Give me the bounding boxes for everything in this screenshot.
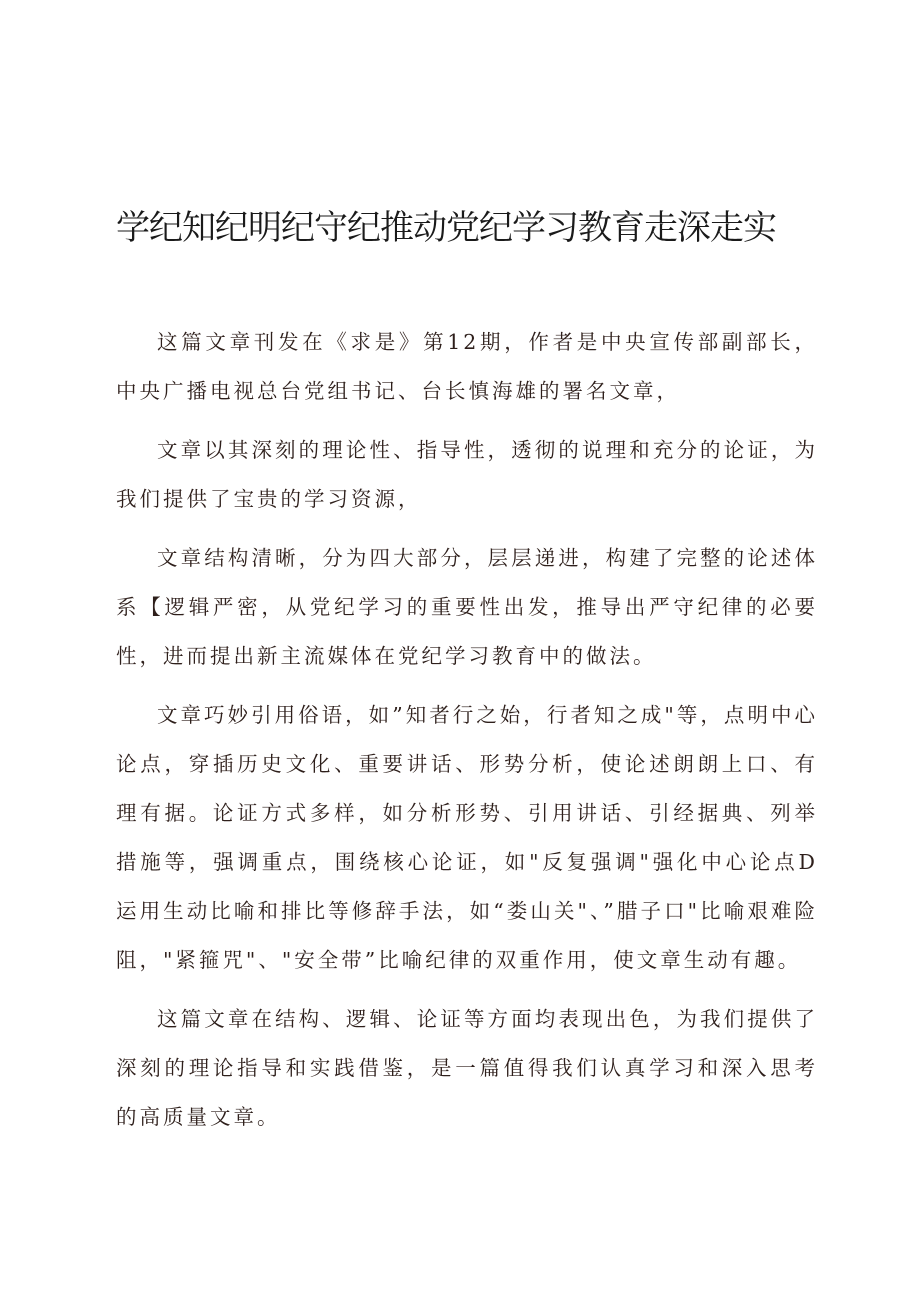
paragraph-4: 文章巧妙引用俗语，如”知者行之始，行者知之成"等，点明中心论点，穿插历史文化、重要讲话、形势分析，使论述朗朗上口、有理有据。论证方式多样，如分析形势、引用讲话、引经据典、列举措施等，强调重点，围绕核心论证，如"反复强调"强化中心论点D运用生动比喻和排比等修辞手法，如“娄山关"、”腊子口"比喻艰难险阻，"紧箍咒"、"安全带”比喻纪律的双重作用，使文章生动有趣。 <box>116 703 818 972</box>
document-title: 学纪知纪明纪守纪推动党纪学习教育走深走实 <box>116 208 776 248</box>
paragraph-3: 文章结构清晰，分为四大部分，层层递进，构建了完整的论述体系【逻辑严密，从党纪学习的重要性出发，推导出严守纪律的必要性，进而提出新主流媒体在党纪学习教育中的做法。 <box>116 546 818 668</box>
paragraph-5: 这篇文章在结构、逻辑、论证等方面均表现出色，为我们提供了深刻的理论指导和实践借鉴，是一篇值得我们认真学习和深入思考的高质量文章。 <box>116 1007 818 1129</box>
paragraph-2: 文章以其深刻的理论性、指导性，透彻的说理和充分的论证，为我们提供了宝贵的学习资源， <box>116 438 818 511</box>
document-body <box>116 318 818 1152</box>
paragraph-1: 这篇文章刊发在《求是》第12期，作者是中央宣传部副部长，中央广播电视总台党组书记、台长慎海雄的署名文章， <box>116 330 818 403</box>
